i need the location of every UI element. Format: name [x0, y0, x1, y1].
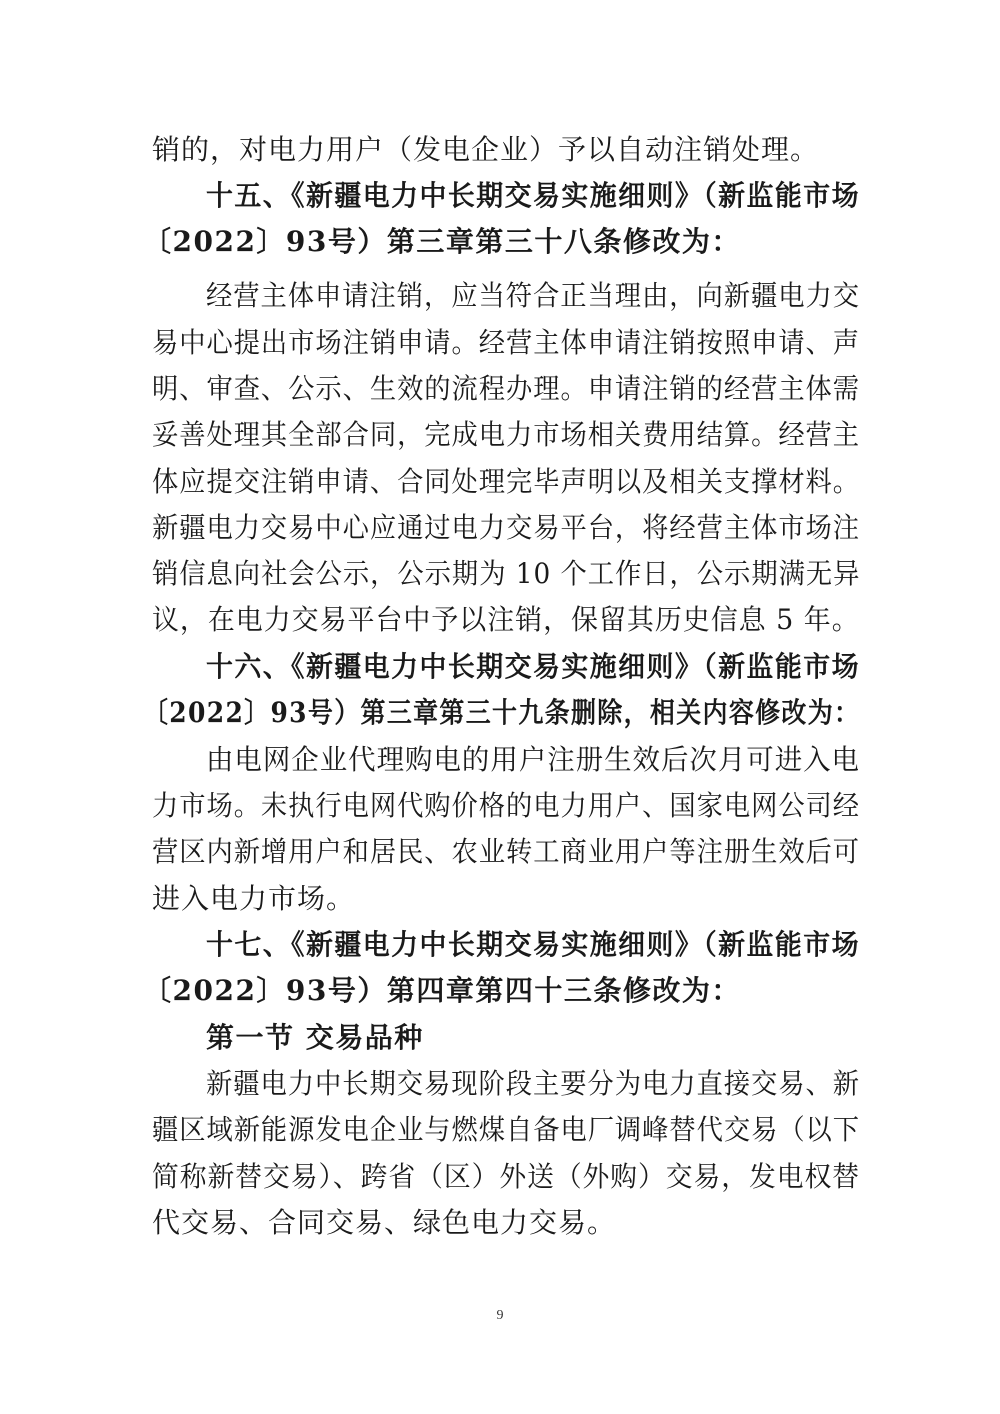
- text-line: 由电网企业代理购电的用户注册生效后次月可进入电: [206, 743, 861, 776]
- article-heading: 〔2022〕93号）第三章第三十八条修改为：: [143, 225, 741, 258]
- page-number: 9: [496, 1308, 504, 1323]
- text-line: 易中心提出市场注销申请。经营主体申请注销按照申请、声: [152, 326, 861, 359]
- text-line: 销信息向社会公示，公示期为 10 个工作日，公示期满无异: [152, 557, 861, 590]
- text-line: 销的，对电力用户（发电企业）予以自动注销处理。: [152, 133, 820, 166]
- text-line: 议，在电力交易平台中予以注销，保留其历史信息 5 年。: [152, 603, 860, 636]
- text-line: 体应提交注销申请、合同处理完毕声明以及相关支撑材料。: [152, 465, 861, 498]
- text-line: 明、审查、公示、生效的流程办理。申请注销的经营主体需: [152, 372, 861, 405]
- text-line: 营区内新增用户和居民、农业转工商业用户等注册生效后可: [152, 835, 861, 868]
- article-heading: 〔2022〕93号）第三章第三十九条删除，相关内容修改为：: [143, 696, 861, 729]
- text-line: 疆区域新能源发电企业与燃煤自备电厂调峰替代交易（以下: [152, 1113, 861, 1146]
- article-heading: 十五、《新疆电力中长期交易实施细则》（新监能市场: [206, 179, 861, 212]
- text-line: 妥善处理其全部合同，完成电力市场相关费用结算。经营主: [152, 418, 861, 451]
- article-heading: 〔2022〕93号）第四章第四十三条修改为：: [143, 974, 741, 1007]
- text-line: 代交易、合同交易、绿色电力交易。: [152, 1206, 617, 1239]
- text-line: 力市场。未执行电网代购价格的电力用户、国家电网公司经: [152, 789, 861, 822]
- section-heading: 第一节 交易品种: [206, 1021, 424, 1054]
- article-heading: 十七、《新疆电力中长期交易实施细则》（新监能市场: [206, 928, 861, 961]
- text-line: 进入电力市场。: [152, 882, 356, 915]
- text-line: 新疆电力中长期交易现阶段主要分为电力直接交易、新: [206, 1067, 861, 1100]
- text-line: 经营主体申请注销，应当符合正当理由，向新疆电力交: [206, 279, 861, 312]
- text-line: 新疆电力交易中心应通过电力交易平台，将经营主体市场注: [152, 511, 861, 544]
- article-heading: 十六、《新疆电力中长期交易实施细则》（新监能市场: [206, 650, 861, 683]
- text-line: 简称新替交易）、跨省（区）外送（外购）交易，发电权替: [152, 1160, 861, 1193]
